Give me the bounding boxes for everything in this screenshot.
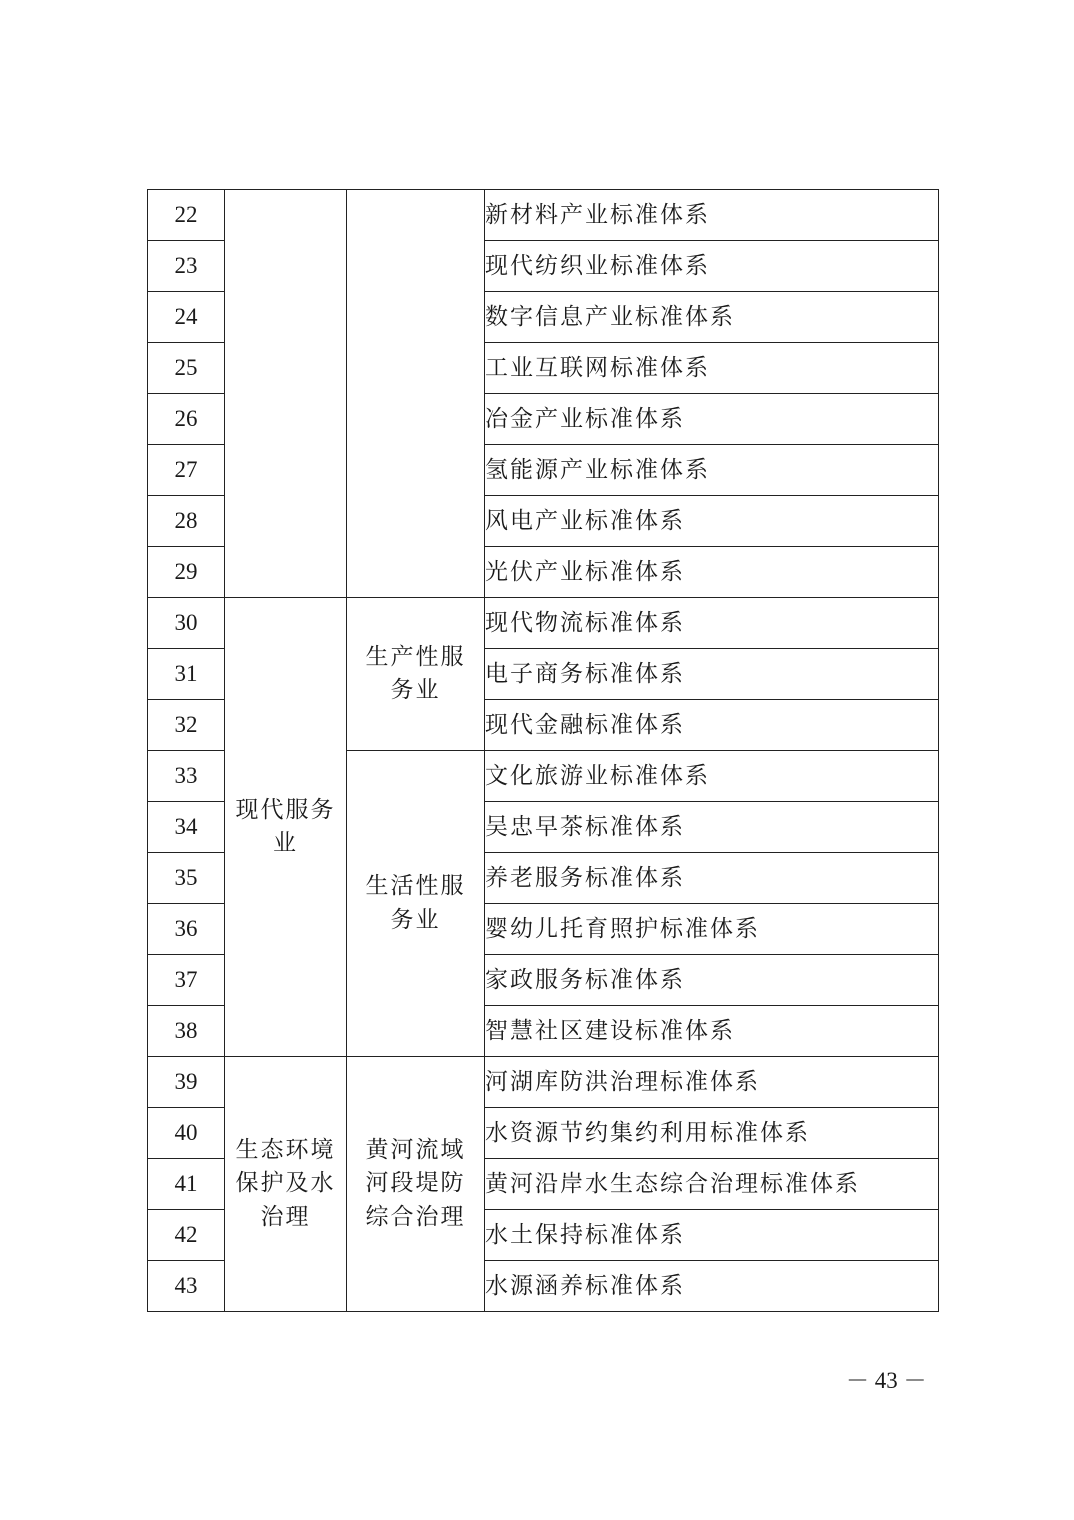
standards-table <box>147 189 939 1312</box>
row-number: 30 <box>148 598 225 649</box>
standard-name: 水资源节约集约利用标准体系 <box>485 1108 939 1159</box>
table-row <box>148 598 939 649</box>
standard-name: 黄河沿岸水生态综合治理标准体系 <box>485 1159 939 1210</box>
standard-name: 智慧社区建设标准体系 <box>485 1006 939 1057</box>
page-number: － 43 － <box>846 1368 927 1393</box>
row-number: 43 <box>148 1261 225 1312</box>
subcategory-life-service <box>347 751 485 1057</box>
row-number: 35 <box>148 853 225 904</box>
standard-name: 新材料产业标准体系 <box>485 190 939 241</box>
standard-name: 现代物流标准体系 <box>485 598 939 649</box>
row-number: 42 <box>148 1210 225 1261</box>
standard-name: 数字信息产业标准体系 <box>485 292 939 343</box>
standard-name: 河湖库防洪治理标准体系 <box>485 1057 939 1108</box>
row-number: 39 <box>148 1057 225 1108</box>
standard-name: 电子商务标准体系 <box>485 649 939 700</box>
row-number: 38 <box>148 1006 225 1057</box>
row-number: 34 <box>148 802 225 853</box>
row-number: 26 <box>148 394 225 445</box>
subcategory-label: 生活性服务业 <box>365 873 466 933</box>
standard-name: 现代金融标准体系 <box>485 700 939 751</box>
subcategory-cell-empty <box>347 190 485 598</box>
category-label: 生态环境保护及水治理 <box>235 1136 336 1230</box>
standard-name: 水源涵养标准体系 <box>485 1261 939 1312</box>
standard-name: 氢能源产业标准体系 <box>485 445 939 496</box>
subcategory-label: 生产性服务业 <box>365 643 466 703</box>
row-number: 27 <box>148 445 225 496</box>
row-number: 41 <box>148 1159 225 1210</box>
standard-name: 吴忠早茶标准体系 <box>485 802 939 853</box>
standard-name: 养老服务标准体系 <box>485 853 939 904</box>
standard-name: 冶金产业标准体系 <box>485 394 939 445</box>
row-number: 28 <box>148 496 225 547</box>
standard-name: 水土保持标准体系 <box>485 1210 939 1261</box>
row-number: 40 <box>148 1108 225 1159</box>
table-row <box>148 190 939 241</box>
row-number: 29 <box>148 547 225 598</box>
standard-name: 工业互联网标准体系 <box>485 343 939 394</box>
subcategory-label: 黄河流域河段堤防综合治理 <box>365 1136 466 1230</box>
standard-name: 光伏产业标准体系 <box>485 547 939 598</box>
standard-name: 文化旅游业标准体系 <box>485 751 939 802</box>
subcategory-production-service <box>347 598 485 751</box>
category-eco-protection <box>225 1057 347 1312</box>
row-number: 32 <box>148 700 225 751</box>
category-cell-empty <box>225 190 347 598</box>
subcategory-yellow-river <box>347 1057 485 1312</box>
row-number: 33 <box>148 751 225 802</box>
row-number: 37 <box>148 955 225 1006</box>
category-modern-service <box>225 598 347 1057</box>
standard-name: 现代纺织业标准体系 <box>485 241 939 292</box>
row-number: 25 <box>148 343 225 394</box>
standard-name: 风电产业标准体系 <box>485 496 939 547</box>
row-number: 22 <box>148 190 225 241</box>
category-label: 现代服务业 <box>235 796 336 856</box>
row-number: 24 <box>148 292 225 343</box>
standard-name: 婴幼儿托育照护标准体系 <box>485 904 939 955</box>
table-row <box>148 1057 939 1108</box>
row-number: 23 <box>148 241 225 292</box>
standard-name: 家政服务标准体系 <box>485 955 939 1006</box>
row-number: 31 <box>148 649 225 700</box>
row-number: 36 <box>148 904 225 955</box>
